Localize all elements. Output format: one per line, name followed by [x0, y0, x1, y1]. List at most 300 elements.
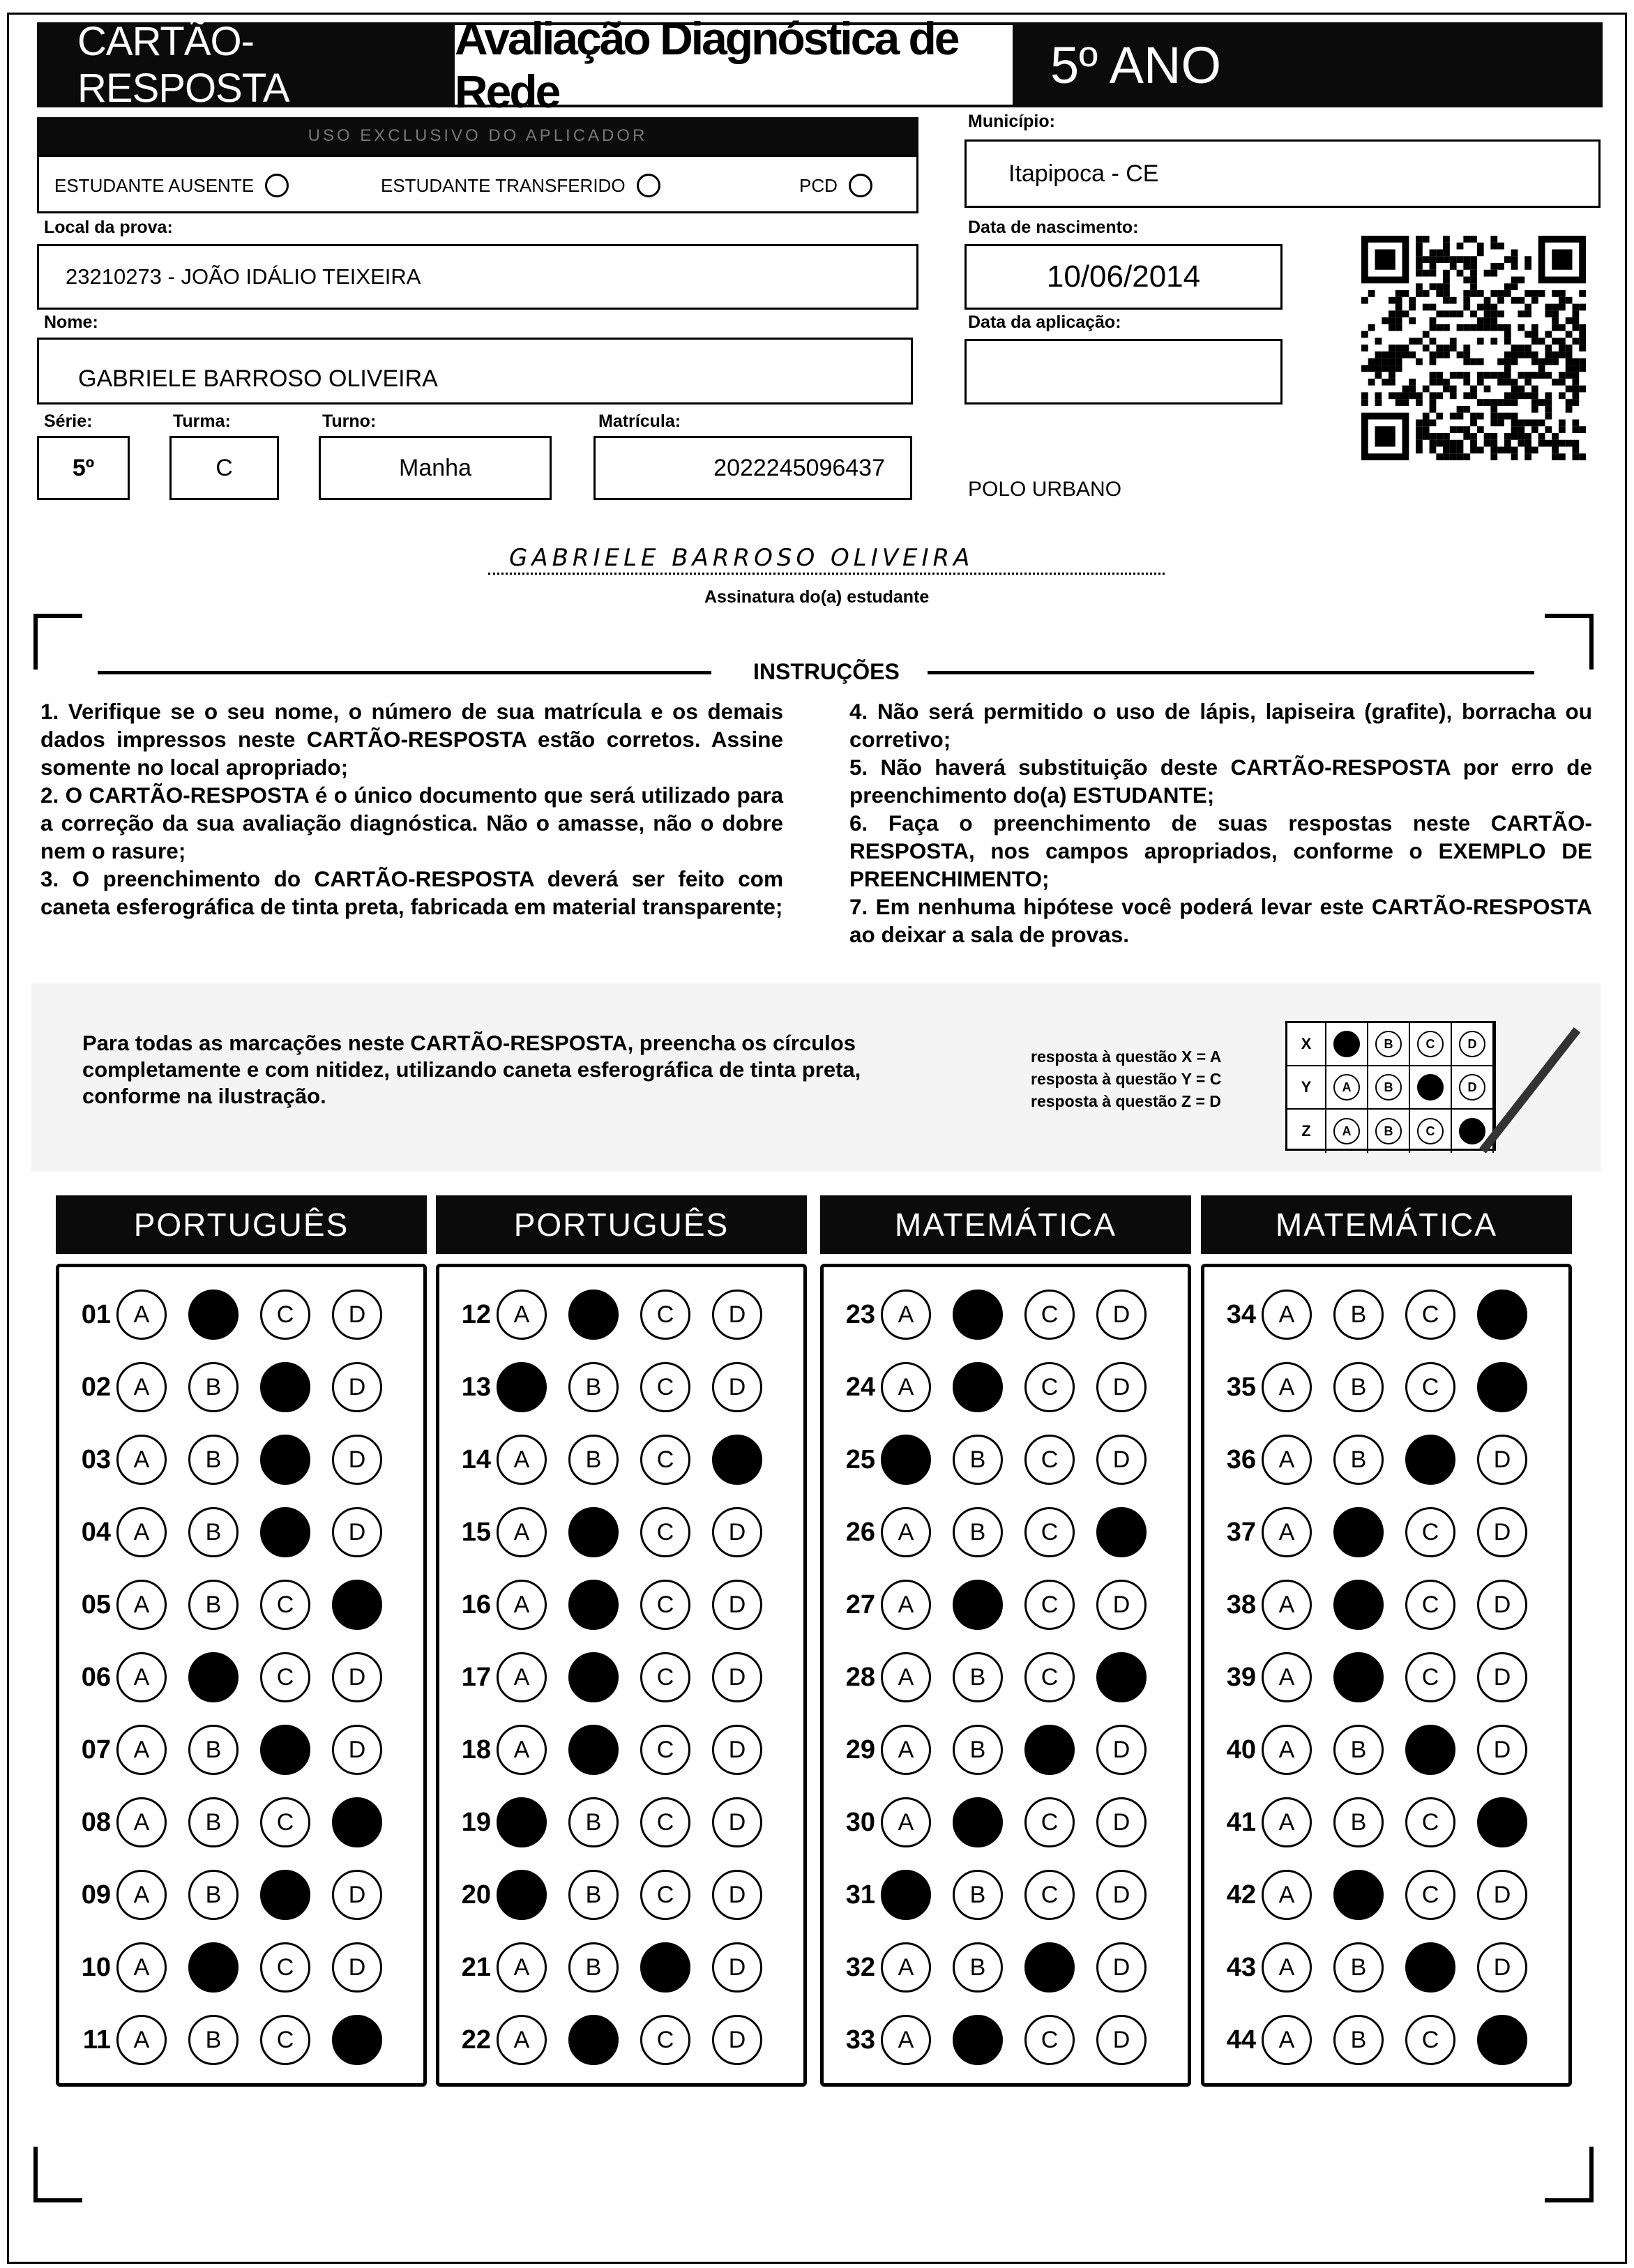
- answer-bubble-d[interactable]: D: [1096, 1870, 1147, 1920]
- example-legend-x: resposta à questão X = A: [1031, 1048, 1222, 1066]
- question-number: 09: [81, 1880, 111, 1910]
- answer-bubble-d[interactable]: D: [1096, 1435, 1147, 1485]
- answer-bubble-d[interactable]: D: [712, 1797, 762, 1847]
- answer-bubble-a[interactable]: A: [497, 1870, 547, 1920]
- answer-bubble-c[interactable]: C: [1024, 1797, 1075, 1847]
- answer-bubble-c[interactable]: C: [260, 1725, 310, 1775]
- answer-bubble-b[interactable]: B: [953, 2015, 1003, 2065]
- municipio-label: Município:: [968, 112, 1055, 131]
- example-cell: [1368, 1110, 1410, 1153]
- answer-bubble-b[interactable]: B: [1333, 1507, 1384, 1557]
- instruction-2: 2. O CARTÃO-RESPOSTA é o único documento que será utilizado para a correção da sua avaliação diagnóstica. Não o amasse, não o dobre nem o rasure;: [40, 783, 783, 863]
- instructions-rule-right: [928, 671, 1534, 674]
- answer-bubble-b[interactable]: B: [953, 1652, 1003, 1702]
- answer-bubble-c[interactable]: C: [260, 2015, 310, 2065]
- answer-bubble-b[interactable]: B: [1333, 1362, 1384, 1412]
- answer-bubble-d[interactable]: D: [1096, 1797, 1147, 1847]
- answer-bubble-c[interactable]: C: [1405, 1580, 1455, 1630]
- question-row: [824, 1794, 1188, 1850]
- answer-bubble-c[interactable]: C: [260, 1580, 310, 1630]
- question-row: [824, 1577, 1188, 1633]
- question-number: 18: [461, 1734, 491, 1764]
- answer-bubble-a[interactable]: A: [1262, 1290, 1312, 1340]
- transferred-bubble[interactable]: [637, 174, 660, 197]
- instructions-rule-left: [98, 671, 711, 674]
- answer-bubble-b[interactable]: B: [568, 1942, 619, 1993]
- question-row: [59, 1940, 423, 1995]
- answer-bubble-a[interactable]: A: [881, 1362, 931, 1412]
- applicator-box: [37, 155, 918, 213]
- answer-bubble-d[interactable]: D: [1096, 1652, 1147, 1702]
- answer-bubble-d[interactable]: D: [332, 1870, 382, 1920]
- answer-bubble-a[interactable]: A: [116, 1942, 167, 1993]
- answer-bubble-a[interactable]: A: [881, 1435, 931, 1485]
- answer-bubble-b[interactable]: B: [568, 2015, 619, 2065]
- answer-bubble-c[interactable]: C: [1405, 1435, 1455, 1485]
- example-row-key: X: [1287, 1023, 1326, 1065]
- answer-bubble-c[interactable]: C: [640, 1362, 690, 1412]
- answer-bubble-d[interactable]: D: [712, 1725, 762, 1775]
- absent-option[interactable]: [54, 174, 289, 197]
- answer-bubble-d[interactable]: D: [1477, 1507, 1527, 1557]
- answer-bubble-c[interactable]: C: [640, 1797, 690, 1847]
- answer-bubble-c[interactable]: C: [640, 2015, 690, 2065]
- registration-field: 2022245096437: [593, 436, 912, 500]
- birth-label: Data de nascimento:: [968, 218, 1139, 237]
- question-number: 06: [81, 1662, 111, 1692]
- answer-bubble-c[interactable]: C: [1024, 1870, 1075, 1920]
- answer-bubble-b[interactable]: B: [953, 1942, 1003, 1993]
- answer-bubble-c[interactable]: C: [1405, 2015, 1455, 2065]
- question-number: 44: [1226, 2025, 1256, 2055]
- example-legend-y: resposta à questão Y = C: [1031, 1070, 1222, 1088]
- answer-bubble-c[interactable]: C: [1405, 1942, 1455, 1993]
- question-number: 34: [1226, 1299, 1256, 1329]
- answer-bubble-b[interactable]: B: [188, 1652, 239, 1702]
- instructions-title: INSTRUÇÕES: [739, 659, 914, 685]
- answer-bubble-b[interactable]: B: [568, 1507, 619, 1557]
- answer-bubble-a[interactable]: A: [1262, 1580, 1312, 1630]
- question-number: 36: [1226, 1444, 1256, 1474]
- corner-mark-top-left: [33, 614, 82, 670]
- answer-bubble-a[interactable]: A: [497, 1580, 547, 1630]
- answer-bubble-c[interactable]: C: [640, 1870, 690, 1920]
- answer-bubble-d[interactable]: D: [1477, 1652, 1527, 1702]
- answer-bubble-b[interactable]: B: [188, 1435, 239, 1485]
- question-number: 39: [1226, 1662, 1256, 1692]
- answer-bubble-a[interactable]: A: [881, 1652, 931, 1702]
- question-row: [824, 1940, 1188, 1995]
- instruction-5: 5. Não haverá substituição deste CARTÃO-RESPOSTA por erro de preenchimento do(a) ESTUDANTE;: [849, 755, 1592, 808]
- answer-bubble-d[interactable]: D: [1096, 1362, 1147, 1412]
- question-number: 43: [1226, 1952, 1256, 1982]
- answer-bubble-d[interactable]: D: [712, 1290, 762, 1340]
- question-number: 11: [82, 2025, 111, 2055]
- class-field: C: [169, 436, 279, 500]
- question-row: [439, 1794, 803, 1850]
- absent-bubble[interactable]: [265, 174, 289, 197]
- answer-bubble-a[interactable]: A: [1262, 1652, 1312, 1702]
- example-cell: [1410, 1110, 1452, 1153]
- signature-line: GABRIELE BARROSO OLIVEIRA: [488, 544, 1165, 575]
- question-number: 28: [845, 1662, 875, 1692]
- answer-bubble-d[interactable]: D: [332, 1290, 382, 1340]
- answer-bubble-a[interactable]: A: [116, 1580, 167, 1630]
- answer-bubble-c[interactable]: C: [1024, 1725, 1075, 1775]
- question-row: [824, 1287, 1188, 1343]
- example-cell: [1326, 1110, 1368, 1153]
- answer-bubble-b[interactable]: B: [568, 1725, 619, 1775]
- answer-bubble-b[interactable]: B: [188, 1362, 239, 1412]
- answer-bubble-d[interactable]: D: [1096, 1725, 1147, 1775]
- answer-bubble-b[interactable]: B: [188, 2015, 239, 2065]
- answer-bubble-b[interactable]: B: [953, 1870, 1003, 1920]
- example-grid: [1285, 1021, 1496, 1151]
- answer-bubble-c[interactable]: C: [260, 1507, 310, 1557]
- answer-bubble-d[interactable]: D: [1477, 1797, 1527, 1847]
- answer-bubble-d[interactable]: D: [332, 1362, 382, 1412]
- answer-bubble-c[interactable]: C: [640, 1580, 690, 1630]
- answer-bubble-a[interactable]: A: [116, 1290, 167, 1340]
- section-box: [56, 1264, 427, 2087]
- answer-bubble-a[interactable]: A: [1262, 2015, 1312, 2065]
- answer-bubble-c[interactable]: C: [260, 1290, 310, 1340]
- answer-bubble-c[interactable]: C: [640, 1507, 690, 1557]
- answer-bubble-d[interactable]: D: [712, 1362, 762, 1412]
- question-row: [59, 1867, 423, 1923]
- answer-bubble-c[interactable]: C: [1405, 1507, 1455, 1557]
- answer-bubble-d[interactable]: D: [712, 1942, 762, 1993]
- answer-bubble-d[interactable]: D: [1477, 2015, 1527, 2065]
- section-header: PORTUGUÊS: [56, 1195, 427, 1254]
- example-bubble: [1417, 1074, 1444, 1101]
- pcd-bubble[interactable]: [849, 174, 872, 197]
- pcd-option[interactable]: [799, 174, 872, 197]
- question-number: 19: [461, 1807, 491, 1837]
- answer-bubble-a[interactable]: A: [881, 1580, 931, 1630]
- answer-bubble-c[interactable]: C: [260, 1435, 310, 1485]
- answer-bubble-a[interactable]: A: [1262, 1435, 1312, 1485]
- answer-bubble-c[interactable]: C: [1024, 1362, 1075, 1412]
- question-row: [439, 1867, 803, 1923]
- answer-bubble-b[interactable]: B: [188, 1797, 239, 1847]
- question-number: 31: [845, 1880, 875, 1910]
- answer-bubble-b[interactable]: B: [953, 1507, 1003, 1557]
- example-bubble: A: [1333, 1074, 1360, 1101]
- answer-bubble-a[interactable]: A: [497, 1362, 547, 1412]
- example-row-key: Z: [1287, 1110, 1326, 1153]
- question-row: [1204, 2012, 1568, 2068]
- answer-bubble-d[interactable]: D: [332, 1507, 382, 1557]
- question-number: 15: [461, 1517, 491, 1547]
- answer-bubble-c[interactable]: C: [1405, 1652, 1455, 1702]
- answer-bubble-d[interactable]: D: [1477, 1362, 1527, 1412]
- answer-bubble-d[interactable]: D: [712, 1870, 762, 1920]
- answer-bubble-b[interactable]: B: [953, 1435, 1003, 1485]
- answer-bubble-d[interactable]: D: [332, 1942, 382, 1993]
- question-row: [439, 1359, 803, 1415]
- answer-bubble-a[interactable]: A: [116, 1797, 167, 1847]
- question-number: 20: [461, 1880, 491, 1910]
- answer-bubble-a[interactable]: A: [1262, 1507, 1312, 1557]
- question-row: [59, 1504, 423, 1560]
- answer-bubble-b[interactable]: B: [953, 1797, 1003, 1847]
- example-bubble: C: [1417, 1118, 1444, 1144]
- question-row: [59, 1577, 423, 1633]
- answer-bubble-b[interactable]: B: [568, 1435, 619, 1485]
- transferred-option[interactable]: [381, 174, 660, 197]
- question-number: 10: [81, 1952, 111, 1982]
- answer-bubble-c[interactable]: C: [640, 1290, 690, 1340]
- answer-bubble-c[interactable]: C: [1405, 1797, 1455, 1847]
- answer-bubble-d[interactable]: D: [332, 1797, 382, 1847]
- example-cell: [1410, 1066, 1452, 1108]
- answer-bubble-a[interactable]: A: [497, 2015, 547, 2065]
- question-number: 35: [1226, 1372, 1256, 1402]
- question-row: [1204, 1359, 1568, 1415]
- answer-bubble-b[interactable]: B: [568, 1797, 619, 1847]
- answer-bubble-d[interactable]: D: [1096, 1942, 1147, 1993]
- corner-mark-top-right: [1545, 614, 1594, 670]
- question-row: [59, 1432, 423, 1488]
- class-label: Turma:: [173, 411, 231, 431]
- answer-bubble-a[interactable]: A: [497, 1507, 547, 1557]
- answer-bubble-b[interactable]: B: [1333, 1725, 1384, 1775]
- question-row: [1204, 1722, 1568, 1778]
- example-bubble: [1459, 1118, 1485, 1144]
- section-header: PORTUGUÊS: [436, 1195, 807, 1254]
- answer-bubble-b[interactable]: B: [568, 1652, 619, 1702]
- question-number: 07: [81, 1734, 111, 1764]
- answer-bubble-c[interactable]: C: [260, 1870, 310, 1920]
- name-label: Nome:: [44, 312, 98, 332]
- registration-label: Matrícula:: [598, 411, 681, 431]
- instructions-right: [849, 697, 1592, 948]
- grade-field: 5º: [37, 436, 130, 500]
- answer-bubble-c[interactable]: C: [640, 1942, 690, 1993]
- answer-bubble-d[interactable]: D: [332, 1435, 382, 1485]
- question-number: 29: [845, 1734, 875, 1764]
- answer-bubble-a[interactable]: A: [881, 2015, 931, 2065]
- polo-label: POLO URBANO: [968, 478, 1122, 501]
- answer-bubble-d[interactable]: D: [332, 1725, 382, 1775]
- example-cell: [1326, 1023, 1368, 1065]
- pcd-label: PCD: [799, 174, 838, 196]
- shift-field: Manha: [319, 436, 552, 500]
- answer-bubble-a[interactable]: A: [116, 1652, 167, 1702]
- question-row: [824, 1504, 1188, 1560]
- signature-label: Assinatura do(a) estudante: [704, 587, 930, 607]
- answer-bubble-c[interactable]: C: [260, 1652, 310, 1702]
- answer-bubble-d[interactable]: D: [712, 2015, 762, 2065]
- answer-bubble-a[interactable]: A: [497, 1797, 547, 1847]
- question-row: [59, 1722, 423, 1778]
- answer-bubble-c[interactable]: C: [1405, 1362, 1455, 1412]
- answer-bubble-c[interactable]: C: [1024, 1290, 1075, 1340]
- section-header: MATEMÁTICA: [1201, 1195, 1572, 1254]
- instruction-4: 4. Não será permitido o uso de lápis, lapiseira (grafite), borracha ou corretivo;: [849, 699, 1592, 752]
- answer-bubble-c[interactable]: C: [1024, 1435, 1075, 1485]
- question-row: [59, 1359, 423, 1415]
- answer-bubble-d[interactable]: D: [1477, 1435, 1527, 1485]
- example-bubble: [1333, 1031, 1360, 1057]
- answer-bubble-d[interactable]: D: [1096, 1290, 1147, 1340]
- answer-bubble-b[interactable]: B: [568, 1870, 619, 1920]
- question-number: 30: [845, 1807, 875, 1837]
- answer-bubble-b[interactable]: B: [953, 1362, 1003, 1412]
- question-row: [1204, 1794, 1568, 1850]
- answer-bubble-a[interactable]: A: [116, 1870, 167, 1920]
- question-number: 27: [845, 1589, 875, 1619]
- answer-bubble-d[interactable]: D: [332, 1580, 382, 1630]
- answer-bubble-d[interactable]: D: [1477, 1290, 1527, 1340]
- answer-bubble-c[interactable]: C: [260, 1797, 310, 1847]
- answer-bubble-c[interactable]: C: [1024, 1942, 1075, 1993]
- answer-bubble-b[interactable]: B: [1333, 1580, 1384, 1630]
- answer-bubble-c[interactable]: C: [1024, 1507, 1075, 1557]
- answer-bubble-a[interactable]: A: [116, 1362, 167, 1412]
- answer-bubble-a[interactable]: A: [116, 2015, 167, 2065]
- question-number: 32: [845, 1952, 875, 1982]
- example-legend-z: resposta à questão Z = D: [1031, 1092, 1221, 1110]
- application-date-field: [964, 339, 1283, 405]
- answer-bubble-a[interactable]: A: [497, 1942, 547, 1993]
- question-row: [1204, 1577, 1568, 1633]
- answer-bubble-a[interactable]: A: [497, 1725, 547, 1775]
- answer-bubble-a[interactable]: A: [881, 1290, 931, 1340]
- answer-bubble-b[interactable]: B: [1333, 1870, 1384, 1920]
- answer-bubble-d[interactable]: D: [1096, 1507, 1147, 1557]
- answer-bubble-b[interactable]: B: [188, 1725, 239, 1775]
- question-number: 26: [845, 1517, 875, 1547]
- answer-bubble-b[interactable]: B: [568, 1362, 619, 1412]
- answer-bubble-c[interactable]: C: [1024, 1580, 1075, 1630]
- question-row: [824, 1867, 1188, 1923]
- answer-bubble-a[interactable]: A: [1262, 1725, 1312, 1775]
- example-bubble: D: [1459, 1031, 1485, 1057]
- answer-bubble-d[interactable]: D: [1096, 2015, 1147, 2065]
- answer-bubble-b[interactable]: B: [1333, 1652, 1384, 1702]
- answer-bubble-c[interactable]: C: [640, 1725, 690, 1775]
- question-number: 24: [845, 1372, 875, 1402]
- answer-bubble-b[interactable]: B: [188, 1290, 239, 1340]
- question-row: [59, 2012, 423, 2068]
- answer-bubble-a[interactable]: A: [1262, 1870, 1312, 1920]
- card-title: CARTÃO-RESPOSTA: [37, 22, 452, 107]
- question-number: 16: [461, 1589, 491, 1619]
- answer-bubble-d[interactable]: D: [712, 1507, 762, 1557]
- answer-bubble-b[interactable]: B: [188, 1507, 239, 1557]
- question-row: [439, 1577, 803, 1633]
- answer-bubble-c[interactable]: C: [640, 1652, 690, 1702]
- question-number: 01: [81, 1299, 111, 1329]
- question-number: 42: [1226, 1880, 1256, 1910]
- answer-bubble-d[interactable]: D: [1477, 1725, 1527, 1775]
- answer-bubble-d[interactable]: D: [1096, 1580, 1147, 1630]
- question-row: [1204, 1504, 1568, 1560]
- answer-bubble-b[interactable]: B: [953, 1725, 1003, 1775]
- answer-bubble-b[interactable]: B: [1333, 2015, 1384, 2065]
- answer-bubble-a[interactable]: A: [497, 1435, 547, 1485]
- grade-label: Série:: [44, 411, 93, 431]
- example-bubble: D: [1459, 1074, 1485, 1101]
- answer-bubble-a[interactable]: A: [1262, 1797, 1312, 1847]
- answer-bubble-a[interactable]: A: [881, 1725, 931, 1775]
- question-row: [439, 2012, 803, 2068]
- transferred-label: ESTUDANTE TRANSFERIDO: [381, 174, 626, 196]
- answer-bubble-d[interactable]: D: [332, 1652, 382, 1702]
- answer-bubble-b[interactable]: B: [953, 1580, 1003, 1630]
- answer-bubble-c[interactable]: C: [1405, 1725, 1455, 1775]
- answer-bubble-b[interactable]: B: [188, 1870, 239, 1920]
- answer-bubble-a[interactable]: A: [881, 1942, 931, 1993]
- answer-bubble-b[interactable]: B: [568, 1290, 619, 1340]
- example-row-key: Y: [1287, 1066, 1326, 1108]
- answer-bubble-b[interactable]: B: [1333, 1290, 1384, 1340]
- answer-bubble-b[interactable]: B: [188, 1580, 239, 1630]
- evaluation-title: Avaliação Diagnóstica de Rede: [452, 22, 1015, 107]
- question-row: [1204, 1940, 1568, 1995]
- answer-bubble-b[interactable]: B: [188, 1942, 239, 1993]
- question-number: 40: [1226, 1734, 1256, 1764]
- example-row: [1287, 1023, 1494, 1066]
- answer-bubble-a[interactable]: A: [497, 1652, 547, 1702]
- answer-bubble-a[interactable]: A: [116, 1725, 167, 1775]
- question-number: 02: [81, 1372, 111, 1402]
- answer-bubble-a[interactable]: A: [1262, 1942, 1312, 1993]
- answer-bubble-c[interactable]: C: [1405, 1870, 1455, 1920]
- answer-bubble-d[interactable]: D: [712, 1580, 762, 1630]
- birth-field: 10/06/2014: [964, 244, 1283, 310]
- answer-bubble-a[interactable]: A: [881, 1870, 931, 1920]
- question-number: 21: [461, 1952, 491, 1982]
- answer-bubble-d[interactable]: D: [712, 1435, 762, 1485]
- answer-bubble-c[interactable]: C: [640, 1435, 690, 1485]
- answer-bubble-d[interactable]: D: [712, 1652, 762, 1702]
- answer-bubble-a[interactable]: A: [1262, 1362, 1312, 1412]
- answer-bubble-b[interactable]: B: [1333, 1797, 1384, 1847]
- answer-bubble-c[interactable]: C: [1024, 2015, 1075, 2065]
- question-row: [824, 1359, 1188, 1415]
- question-row: [1204, 1287, 1568, 1343]
- answer-bubble-d[interactable]: D: [332, 2015, 382, 2065]
- answer-bubble-c[interactable]: C: [260, 1362, 310, 1412]
- question-row: [439, 1649, 803, 1705]
- answer-bubble-c[interactable]: C: [260, 1942, 310, 1993]
- answer-bubble-d[interactable]: D: [1477, 1942, 1527, 1993]
- instruction-7: 7. Em nenhuma hipótese você poderá levar este CARTÃO-RESPOSTA ao deixar a sala de provas.: [849, 894, 1592, 947]
- example-bubble: B: [1375, 1074, 1402, 1101]
- answer-bubble-b[interactable]: B: [953, 1290, 1003, 1340]
- answer-bubble-d[interactable]: D: [1477, 1580, 1527, 1630]
- answer-bubble-a[interactable]: A: [881, 1797, 931, 1847]
- answer-bubble-c[interactable]: C: [1405, 1290, 1455, 1340]
- question-row: [439, 1432, 803, 1488]
- question-number: 33: [845, 2025, 875, 2055]
- question-number: 03: [81, 1444, 111, 1474]
- answer-bubble-c[interactable]: C: [1024, 1652, 1075, 1702]
- answer-bubble-b[interactable]: B: [568, 1580, 619, 1630]
- answer-bubble-b[interactable]: B: [1333, 1942, 1384, 1993]
- answer-bubble-a[interactable]: A: [497, 1290, 547, 1340]
- example-cell: [1368, 1066, 1410, 1108]
- answer-bubble-a[interactable]: A: [881, 1507, 931, 1557]
- question-row: [1204, 1867, 1568, 1923]
- answer-bubble-d[interactable]: D: [1477, 1870, 1527, 1920]
- answer-bubble-a[interactable]: A: [116, 1507, 167, 1557]
- answer-bubble-a[interactable]: A: [116, 1435, 167, 1485]
- answer-bubble-b[interactable]: B: [1333, 1435, 1384, 1485]
